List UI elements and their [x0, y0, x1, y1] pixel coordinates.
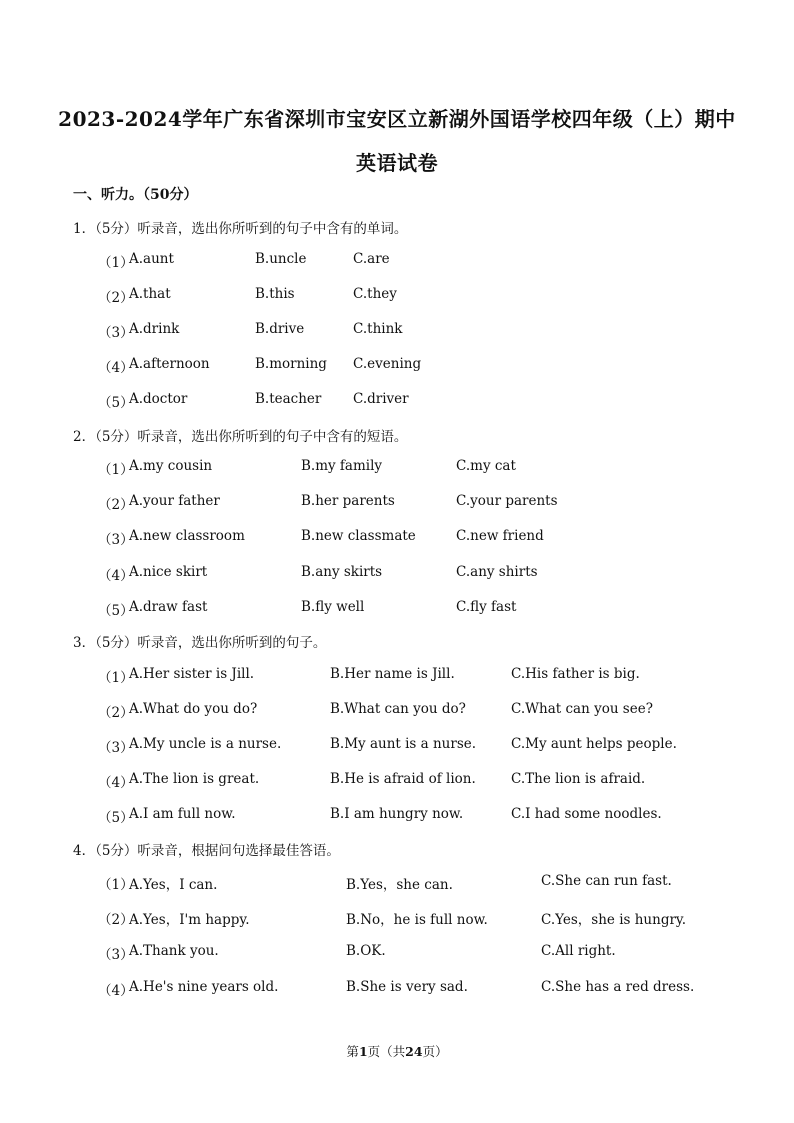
- current-page-number: 1: [358, 1044, 368, 1059]
- question-4-item-2: [0, 908, 794, 928]
- option-b: B.What can you do?: [330, 701, 466, 717]
- option-a: A.aunt: [129, 251, 174, 267]
- question-3-heading: 3．（5分）听录音，选出你所听到的句子。: [73, 635, 327, 651]
- option-b: B.Her name is Jill.: [330, 666, 455, 682]
- option-a: A.What do you do?: [129, 701, 258, 717]
- option-a: A.Thank you.: [129, 943, 219, 959]
- item-number: （1）: [98, 670, 134, 686]
- option-b: B.any skirts: [301, 564, 383, 580]
- question-2-item-2: [0, 493, 794, 513]
- option-b: B.Yes，she can.: [346, 877, 453, 893]
- option-a: A.afternoon: [129, 356, 210, 372]
- item-number: （5）: [98, 810, 134, 826]
- option-c: C.driver: [353, 391, 409, 407]
- option-b: B.teacher: [255, 391, 322, 407]
- option-a: A.My uncle is a nurse.: [129, 736, 282, 752]
- item-number: （1）: [98, 462, 134, 478]
- option-b: B.He is afraid of lion.: [330, 771, 476, 787]
- question-3-item-3: [0, 736, 794, 756]
- option-a: A.new classroom: [129, 528, 245, 544]
- option-a: A.He's nine years old.: [129, 979, 279, 995]
- option-c: C.think: [353, 321, 403, 337]
- option-b: B.She is very sad.: [346, 979, 468, 995]
- option-c: C.His father is big.: [511, 666, 640, 682]
- option-b: B.No，he is full now.: [346, 912, 488, 928]
- item-number: （1）: [98, 877, 134, 893]
- option-c: C.they: [353, 286, 397, 302]
- question-1-item-2: [0, 286, 794, 306]
- question-1-item-1: [0, 251, 794, 271]
- option-c: C.All right.: [541, 943, 616, 959]
- option-a: A.draw fast: [129, 599, 208, 615]
- page-footer: [0, 1042, 794, 1060]
- question-2-item-5: [0, 599, 794, 619]
- question-4-item-3: [0, 943, 794, 963]
- option-c: C.What can you see?: [511, 701, 653, 717]
- option-a: A.I am full now.: [129, 806, 236, 822]
- question-4-heading: 4．（5分）听录音，根据问句选择最佳答语。: [73, 843, 340, 859]
- option-b: B.drive: [255, 321, 305, 337]
- option-b: B.uncle: [255, 251, 307, 267]
- item-number: （3）: [98, 947, 134, 963]
- option-b: B.I am hungry now.: [330, 806, 464, 822]
- section-heading-listening: 一、听力。（50分）: [73, 187, 198, 203]
- option-a: A.Yes，I'm happy.: [129, 912, 250, 928]
- question-2-item-1: [0, 458, 794, 478]
- question-3-item-2: [0, 701, 794, 721]
- question-1-item-3: [0, 321, 794, 341]
- option-c: C.your parents: [456, 493, 558, 509]
- option-b: B.her parents: [301, 493, 395, 509]
- option-c: C.My aunt helps people.: [511, 736, 677, 752]
- question-4-item-1: [0, 873, 794, 893]
- item-number: （4）: [98, 360, 134, 376]
- option-b: B.OK.: [346, 943, 386, 959]
- question-3-item-1: [0, 666, 794, 686]
- option-c: C.The lion is afraid.: [511, 771, 646, 787]
- option-c: C.She has a red dress.: [541, 979, 695, 995]
- item-number: （2）: [98, 497, 134, 513]
- item-number: （2）: [98, 290, 134, 306]
- footer-mid: 页（共: [367, 1044, 406, 1059]
- item-number: （5）: [98, 395, 134, 411]
- question-3-item-4: [0, 771, 794, 791]
- option-a: A.drink: [129, 321, 180, 337]
- option-c: C.any shirts: [456, 564, 538, 580]
- question-4-item-4: [0, 979, 794, 999]
- option-b: B.morning: [255, 356, 327, 372]
- question-1-heading: 1．（5分）听录音，选出你所听到的句子中含有的单词。: [73, 221, 408, 237]
- item-number: （1）: [98, 255, 134, 271]
- question-2-heading: 2．（5分）听录音，选出你所听到的句子中含有的短语。: [73, 429, 408, 445]
- item-number: （2）: [98, 912, 134, 928]
- option-c: C.new friend: [456, 528, 544, 544]
- option-c: C.evening: [353, 356, 422, 372]
- option-b: B.my family: [301, 458, 383, 474]
- option-b: B.this: [255, 286, 295, 302]
- question-1-item-5: [0, 391, 794, 411]
- option-c: C.I had some noodles.: [511, 806, 662, 822]
- option-a: A.doctor: [129, 391, 188, 407]
- option-a: A.my cousin: [129, 458, 213, 474]
- item-number: （3）: [98, 532, 134, 548]
- option-a: A.nice skirt: [129, 564, 208, 580]
- option-a: A.Yes，I can.: [129, 877, 218, 893]
- option-b: B.My aunt is a nurse.: [330, 736, 477, 752]
- item-number: （3）: [98, 740, 134, 756]
- option-c: C.are: [353, 251, 390, 267]
- item-number: （4）: [98, 775, 134, 791]
- item-number: （5）: [98, 603, 134, 619]
- question-2-item-4: [0, 564, 794, 584]
- exam-title-line1: 2023-2024学年广东省深圳市宝安区立新湖外国语学校四年级（上）期中: [58, 107, 736, 131]
- option-a: A.Her sister is Jill.: [129, 666, 255, 682]
- option-c: C.my cat: [456, 458, 516, 474]
- footer-prefix: 第: [346, 1044, 359, 1059]
- item-number: （3）: [98, 325, 134, 341]
- option-a: A.your father: [129, 493, 220, 509]
- footer-suffix: 页）: [422, 1044, 448, 1059]
- option-c: C.She can run fast.: [541, 873, 672, 889]
- option-a: A.The lion is great.: [129, 771, 260, 787]
- item-number: （4）: [98, 983, 134, 999]
- exam-title-line2: 英语试卷: [356, 151, 438, 175]
- option-b: B.new classmate: [301, 528, 416, 544]
- option-b: B.fly well: [301, 599, 365, 615]
- question-1-item-4: [0, 356, 794, 376]
- option-c: C.fly fast: [456, 599, 517, 615]
- question-3-item-5: [0, 806, 794, 826]
- question-2-item-3: [0, 528, 794, 548]
- total-pages: 24: [405, 1044, 423, 1059]
- item-number: （2）: [98, 705, 134, 721]
- option-c: C.Yes，she is hungry.: [541, 912, 687, 928]
- item-number: （4）: [98, 568, 134, 584]
- option-a: A.that: [129, 286, 171, 302]
